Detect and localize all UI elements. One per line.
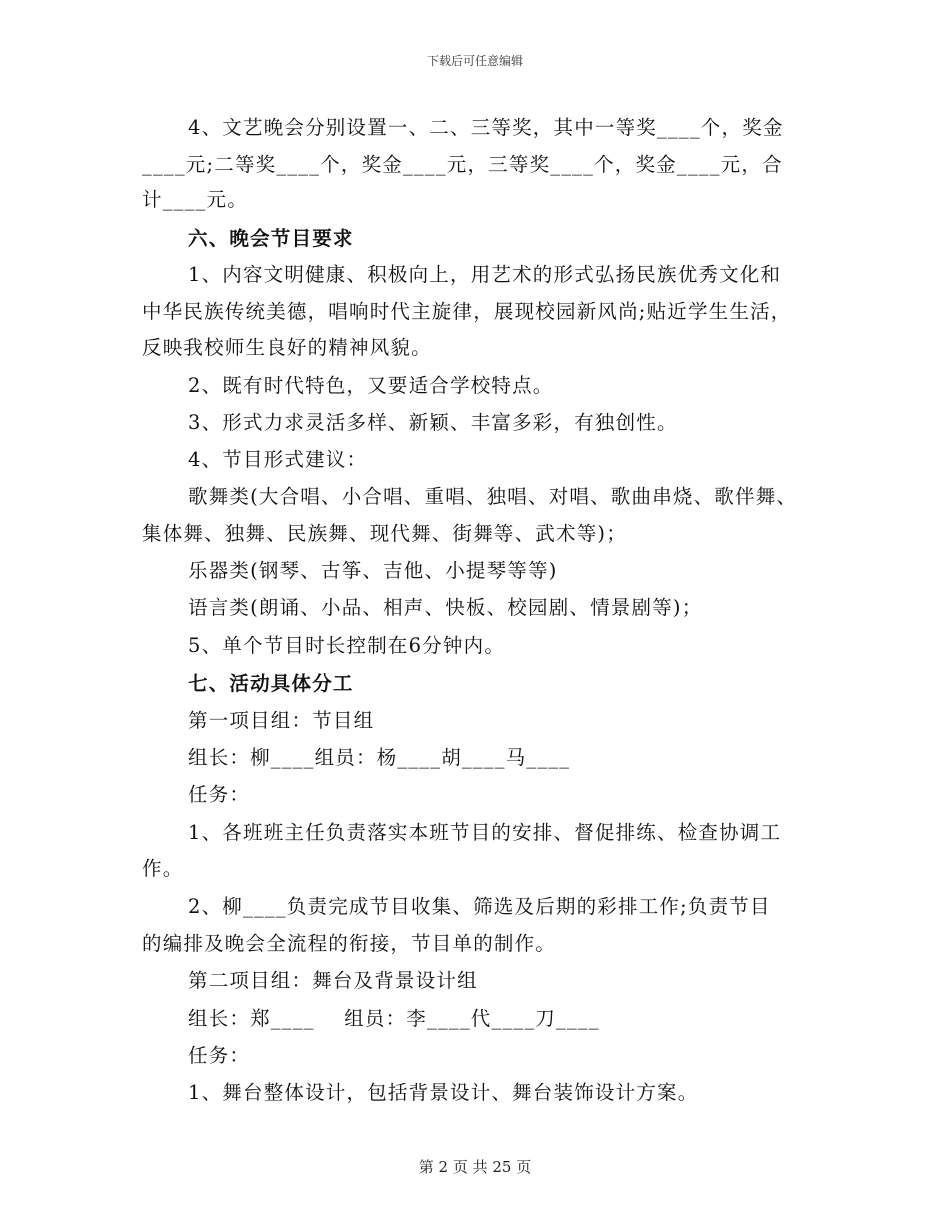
page-header-note: 下载后可任意编辑 xyxy=(426,54,523,68)
paragraph-line: 1、舞台整体设计，包括背景设计、舞台装饰设计方案。 xyxy=(188,1081,699,1104)
section-heading: 六、晚会节目要求 xyxy=(188,227,354,250)
paragraph-line: 2、柳____负责完成节目收集、筛选及后期的彩排工作;负责节目 xyxy=(188,895,771,918)
paragraph-line: 的编排及晚会全流程的衔接，节目单的制作。 xyxy=(142,932,557,955)
paragraph-line: 任务： xyxy=(188,1044,251,1067)
paragraph-line: 中华民族传统美德，唱响时代主旋律，展现校园新风尚;贴近学生生活， xyxy=(142,300,792,323)
paragraph-line: 计____元。 xyxy=(142,188,248,211)
paragraph-line: 任务： xyxy=(188,783,251,806)
paragraph-line: 语言类(朗诵、小品、相声、快板、校园剧、情景剧等)； xyxy=(188,596,703,619)
section-heading: 七、活动具体分工 xyxy=(188,672,354,695)
paragraph-line: 第二项目组：舞台及背景设计组 xyxy=(188,969,478,992)
paragraph-line: 5、单个节目时长控制在6分钟内。 xyxy=(188,634,506,657)
paragraph-line: 第一项目组：节目组 xyxy=(188,709,375,732)
paragraph-line: 组长：郑____ 组员：李____代____刀____ xyxy=(188,1007,600,1030)
paragraph-line: 3、形式力求灵活多样、新颖、丰富多彩，有独创性。 xyxy=(188,411,678,434)
paragraph-line: 歌舞类(大合唱、小合唱、重唱、独唱、对唱、歌曲串烧、歌伴舞、 xyxy=(188,485,798,508)
paragraph-line: 集体舞、独舞、民族舞、现代舞、街舞等、武术等)； xyxy=(142,522,627,545)
paragraph-line: 4、节目形式建议： xyxy=(188,448,368,471)
paragraph-line: 1、各班班主任负责落实本班节目的安排、督促排练、检查协调工 xyxy=(188,821,782,844)
paragraph-line: 反映我校师生良好的精神风貌。 xyxy=(142,336,432,359)
paragraph-line: 乐器类(钢琴、古筝、吉他、小提琴等等) xyxy=(188,559,558,582)
paragraph-line: 1、内容文明健康、积极向上，用艺术的形式弘扬民族优秀文化和 xyxy=(188,263,782,286)
paragraph-line: 组长：柳____组员：杨____胡____马____ xyxy=(188,746,571,769)
paragraph-line: 2、既有时代特色，又要适合学校特点。 xyxy=(188,374,554,397)
paragraph-line: ____元;二等奖____个，奖金____元，三等奖____个，奖金____元，合 xyxy=(142,153,783,176)
paragraph-line: 4、文艺晚会分别设置一、二、三等奖，其中一等奖____个，奖金 xyxy=(188,116,784,139)
page-number-footer: 第 2 页 共 25 页 xyxy=(418,1158,532,1176)
paragraph-line: 作。 xyxy=(142,857,184,880)
